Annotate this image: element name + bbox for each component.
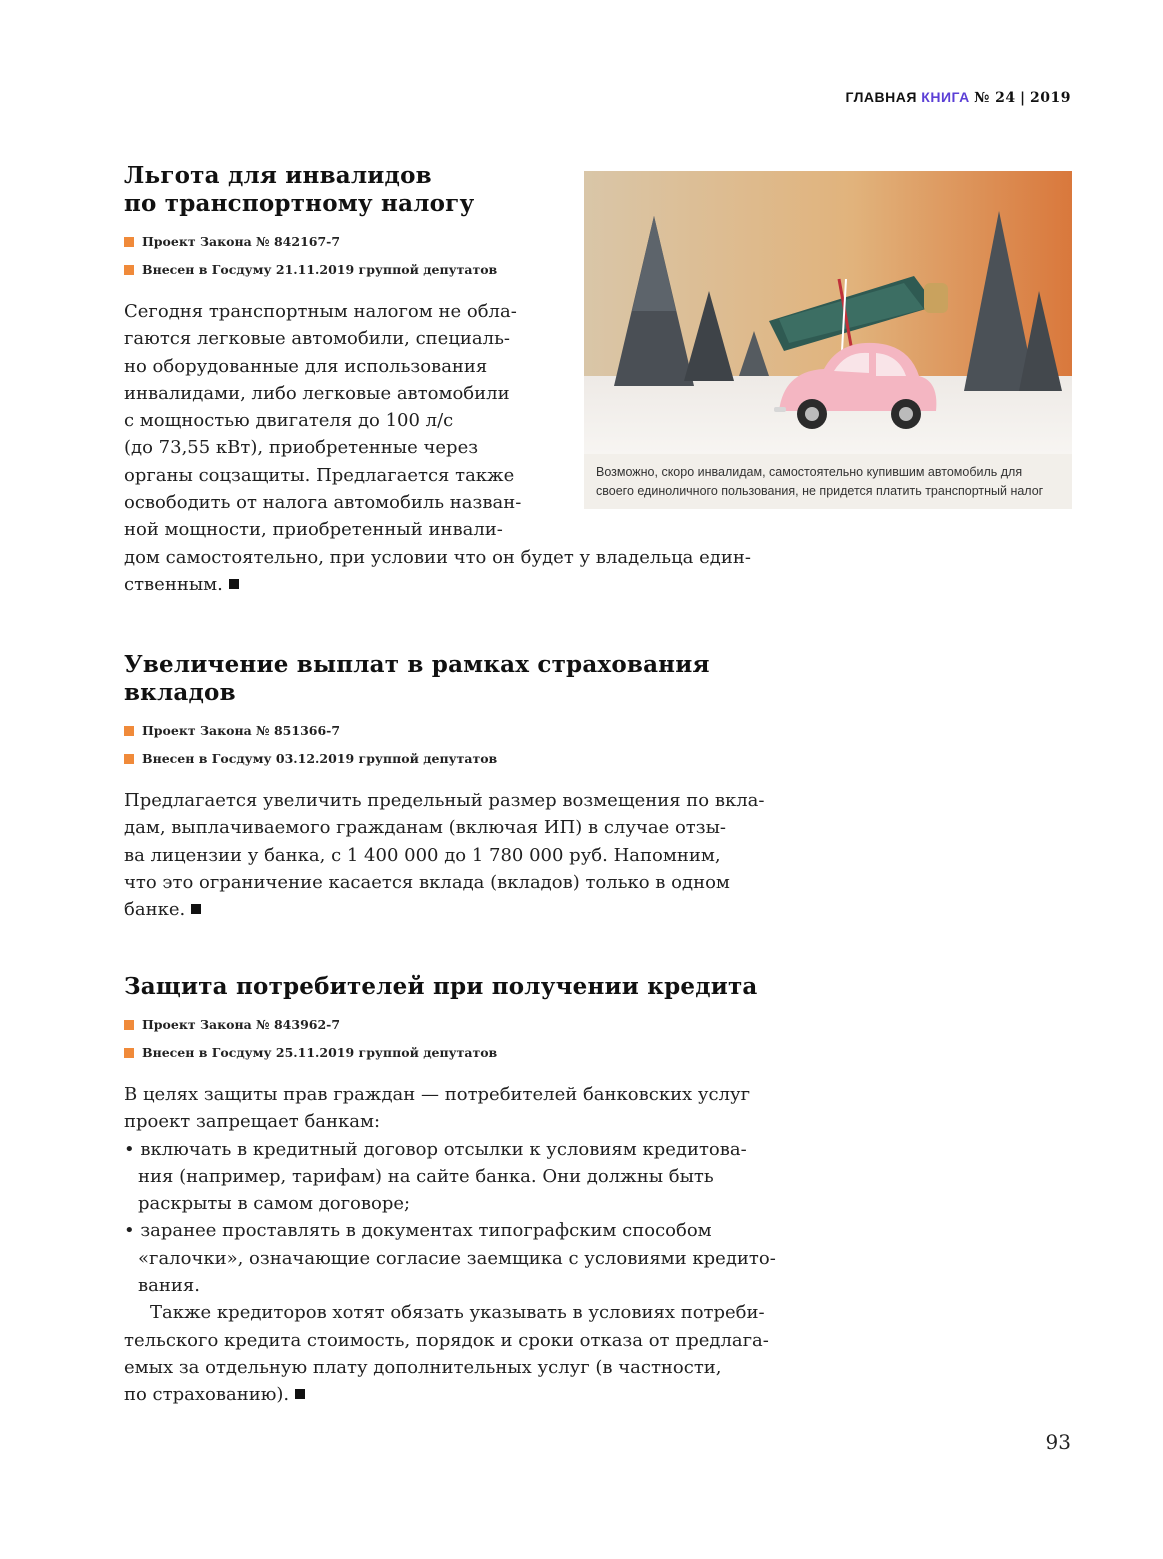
body-line-last: [124, 896, 824, 923]
end-of-article-mark: [191, 904, 201, 914]
body-line: Предлагается увеличить предельный размер возмещения по вкла-: [124, 790, 765, 811]
bill-submitted: [124, 745, 824, 773]
bullet-line: ния (например, тарифам) на сайте банка. Они должны быть: [138, 1165, 714, 1187]
body-line: дом самостоятельно, при условии что он будет у владельца един-: [124, 546, 751, 568]
magazine-name-part1: ГЛАВНАЯ: [845, 89, 917, 105]
caption-line: своего единоличного пользования, не придется платить транспортный налог: [596, 484, 1044, 498]
figure-caption: [596, 463, 1066, 501]
caption-line: Возможно, скоро инвалидам, самостоятельно купившим автомобиль для: [596, 465, 1023, 479]
title-line: Защита потребителей при получении кредита: [124, 973, 758, 1000]
bullet-text: включать в кредитный договор отсылки к условиям кредитова-: [140, 1138, 747, 1160]
orange-square-icon: [124, 726, 134, 736]
body-line: Сегодня транспортным налогом не обла-: [124, 301, 517, 322]
bullet-line: «галочки», означающие согласие заемщика с условиями кредито-: [138, 1247, 776, 1269]
title-line: вкладов: [124, 679, 236, 706]
body-line: дам, выплачиваемого гражданам (включая ИП) в случае отзы-: [124, 817, 726, 839]
body-line: органы соцзащиты. Предлагается также: [124, 464, 515, 486]
issue-number: № 24: [974, 90, 1016, 106]
bill-submitted: [124, 1039, 824, 1067]
end-of-article-mark: [229, 579, 239, 589]
running-head: [845, 89, 1071, 106]
list-item: [124, 1136, 824, 1218]
article-title: [124, 651, 824, 707]
article-consumer-credit: [124, 973, 824, 1409]
article-body: [124, 1081, 824, 1409]
body-line-text: банке.: [124, 899, 186, 921]
orange-square-icon: [124, 265, 134, 275]
list-item: [124, 1217, 824, 1299]
bill-number: [124, 1011, 824, 1039]
body-line-text: по страхованию).: [124, 1384, 290, 1406]
bullet-line: вания.: [138, 1275, 200, 1297]
article-body: [124, 787, 824, 923]
body-line: В целях защиты прав граждан — потребителей банковских услуг: [124, 1084, 751, 1105]
title-line: по транспортному налогу: [124, 190, 475, 217]
title-line: Увеличение выплат в рамках страхования: [124, 651, 710, 678]
body-line: проект запрещает банкам:: [124, 1111, 381, 1133]
article-deposit-insurance: [124, 651, 824, 923]
bill-number-text: Проект Закона № 851366-7: [142, 723, 341, 738]
body-line-text: ственным.: [124, 573, 223, 595]
body-line: ва лицензии у банка, с 1 400 000 до 1 780 000 руб. Напомним,: [124, 844, 721, 866]
body-line: емых за отдельную плату дополнительных услуг (в частности,: [124, 1356, 722, 1378]
body-line: гаются легковые автомобили, специаль-: [124, 328, 510, 350]
bullet-icon: •: [124, 1138, 135, 1160]
body-line: что это ограничение касается вклада (вкладов) только в одном: [124, 871, 730, 893]
bullet-icon: •: [124, 1220, 135, 1242]
magazine-name-part2: КНИГА: [921, 89, 970, 105]
issue-year: 2019: [1030, 90, 1071, 106]
orange-square-icon: [124, 237, 134, 247]
page-number: 93: [1045, 1430, 1071, 1454]
body-line-last: [124, 571, 824, 598]
body-line: инвалидами, либо легковые автомобили: [124, 382, 510, 404]
car-with-christmas-tree-photo: [584, 171, 1072, 454]
orange-square-icon: [124, 754, 134, 764]
body-line: с мощностью двигателя до 100 л/с: [124, 410, 454, 432]
body-line: (до 73,55 кВт), приобретенные через: [124, 437, 479, 459]
body-line: тельского кредита стоимость, порядок и сроки отказа от предлага-: [124, 1329, 769, 1351]
header-separator: |: [1020, 90, 1026, 106]
orange-square-icon: [124, 1048, 134, 1058]
bill-submitted-text: Внесен в Госдуму 21.11.2019 группой депутатов: [142, 262, 498, 277]
bill-submitted-text: Внесен в Госдуму 03.12.2019 группой депутатов: [142, 751, 498, 766]
bill-submitted-text: Внесен в Госдуму 25.11.2019 группой депутатов: [142, 1045, 498, 1060]
bullet-line: [124, 1217, 824, 1244]
bullet-line: [124, 1136, 824, 1163]
title-line: Льгота для инвалидов: [124, 162, 432, 189]
body-line: но оборудованные для использования: [124, 355, 488, 377]
body-line: освободить от налога автомобиль назван-: [124, 492, 522, 514]
body-line: Также кредиторов хотят обязать указывать в условиях потреби-: [150, 1302, 765, 1324]
body-line-last: [124, 1381, 824, 1408]
orange-square-icon: [124, 1020, 134, 1030]
body-line: ной мощности, приобретенный инвали-: [124, 519, 503, 541]
bullet-line: раскрыты в самом договоре;: [138, 1193, 411, 1215]
end-of-article-mark: [295, 1389, 305, 1399]
bill-meta: [124, 1011, 824, 1067]
bullet-text: заранее проставлять в документах типографским способом: [140, 1220, 712, 1242]
bill-number-text: Проект Закона № 843962-7: [142, 1017, 341, 1032]
article-figure: [584, 171, 1072, 509]
article-title: [124, 973, 824, 1001]
bill-number-text: Проект Закона № 842167-7: [142, 234, 341, 249]
bill-number: [124, 717, 824, 745]
bill-meta: [124, 717, 824, 773]
